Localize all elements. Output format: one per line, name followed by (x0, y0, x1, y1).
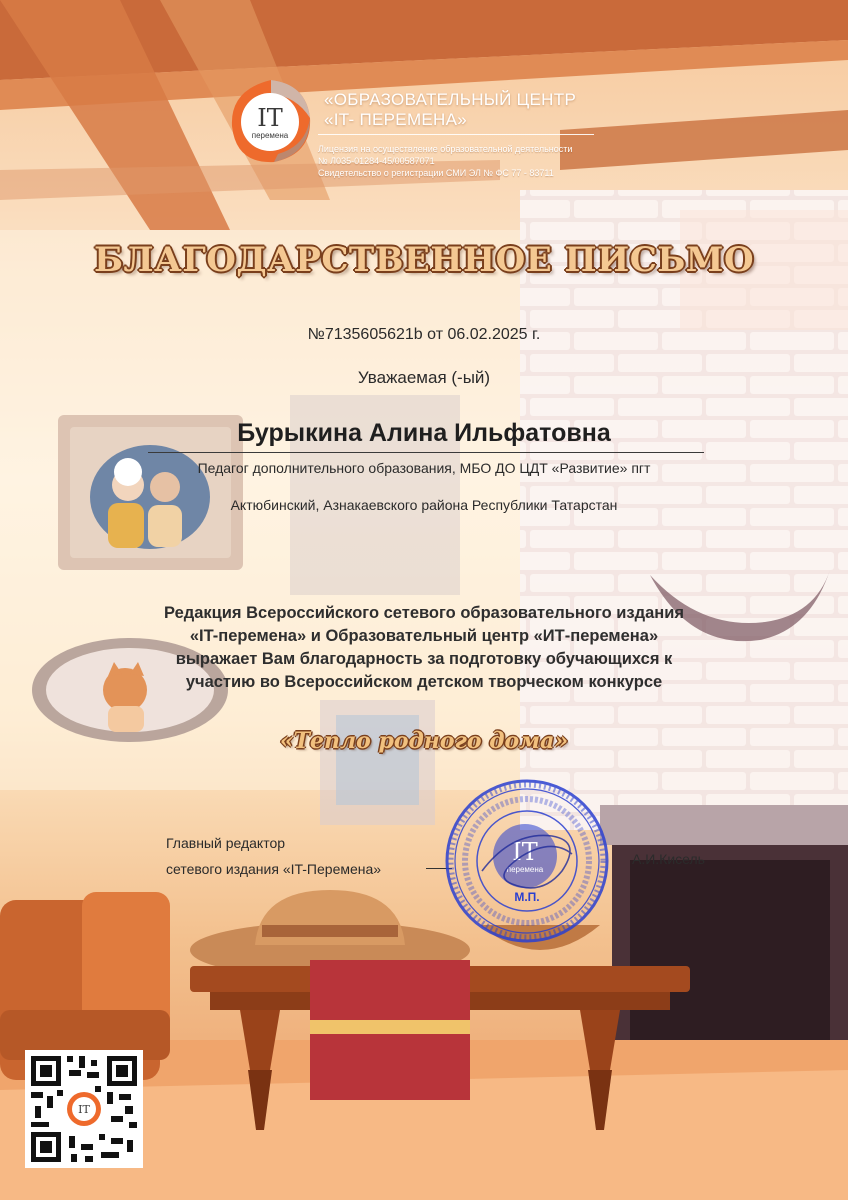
stamp-mark-subtext: перемена (506, 865, 544, 874)
logo-mark-text: IT (257, 104, 283, 132)
gratitude-line3: выражает Вам благодарность за подготовку обучающихся к (175, 650, 673, 668)
license-line2: № Л035-01284-45/00587071 (318, 156, 435, 166)
license-line1: Лицензия на осуществление образовательной деятельности (318, 144, 573, 154)
logo-mark-subtext: перемена (251, 131, 289, 140)
recipient-name: Бурыкина Алина Ильфатовна (237, 419, 611, 447)
signer-role-line1: Главный редактор (166, 835, 286, 851)
stamp-mark-text: IT (512, 838, 538, 866)
signer-role-line2: сетевого издания «IT-Перемена» (166, 861, 382, 877)
header-divider (318, 134, 594, 135)
org-name (324, 90, 614, 130)
document-number: №7135605621b от 06.02.2025 г. (307, 326, 541, 343)
name-underline (148, 452, 704, 453)
greeting: Уважаемая (-ый) (357, 368, 491, 387)
contest-name: «Тепло родного дома» (279, 728, 569, 754)
license-info (318, 143, 638, 179)
stamp-mp-text: М.П. (514, 890, 540, 904)
official-stamp-icon (442, 776, 612, 946)
qr-code-icon (25, 1050, 143, 1168)
gratitude-line2: «IT-перемена» и Образовательный центр «ИТ-перемена» (189, 627, 659, 645)
org-name-line1: «ОБРАЗОВАТЕЛЬНЫЙ ЦЕНТР (324, 90, 577, 109)
qr-code-panel (25, 1050, 143, 1168)
license-line3: Свидетельство о регистрации СМИ ЭЛ № ФС 77 - 83711 (318, 168, 554, 178)
recipient-position-line1: Педагог дополнительного образования, МБО ДО ЦДТ «Развитие» пгт (197, 460, 651, 476)
it-peremena-logo-icon (226, 76, 316, 166)
signer-name: А.И.Кисель (632, 851, 705, 867)
gratitude-text (120, 602, 728, 694)
gratitude-line4: участию во Всероссийском детском творческом конкурсе (185, 673, 663, 691)
gratitude-line1: Редакция Всероссийского сетевого образовательного издания (163, 604, 685, 622)
org-name-line2: «IT- ПЕРЕМЕНА» (324, 110, 468, 129)
document-title: БЛАГОДАРСТВЕННОЕ ПИСЬМО (93, 240, 755, 280)
qr-center-text: IT (78, 1103, 90, 1116)
recipient-position-line2: Актюбинский, Азнакаевского района Республики Татарстан (230, 497, 618, 513)
